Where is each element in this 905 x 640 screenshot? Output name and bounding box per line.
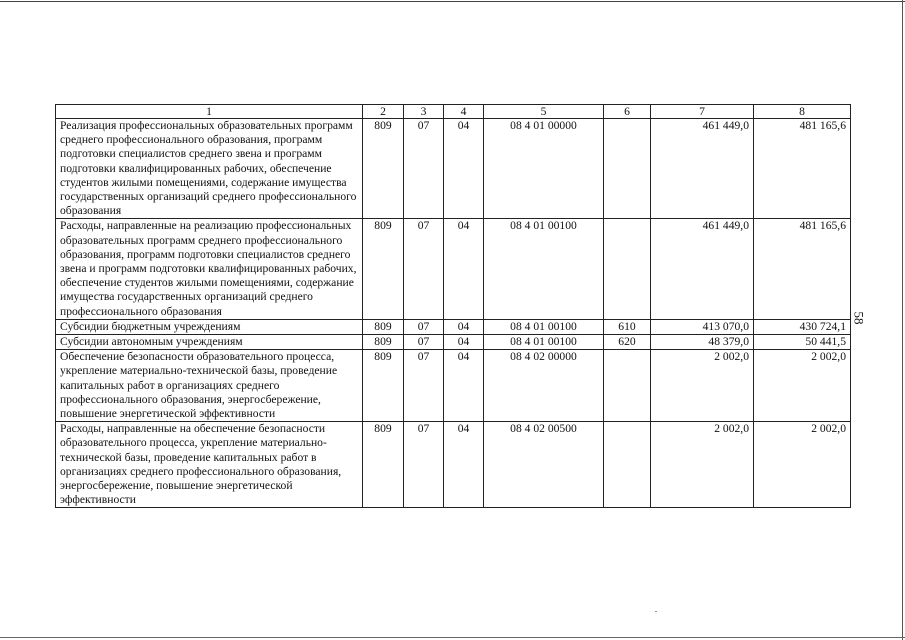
row-amount-2: 481 165,6 — [754, 119, 851, 219]
column-header-2: 2 — [363, 105, 404, 119]
row-name: Реализация профессиональных образовательных программ среднего профессионального образования, программ подготовки специалистов среднего звена и программ подготовки квалифицированных рабочих, обеспечение студентов жилыми помещениями, содержание имущества государственных организаций среднего профессионального образования — [56, 119, 363, 219]
column-header-8: 8 — [754, 105, 851, 119]
budget-table — [55, 104, 851, 508]
column-header-5: 5 — [484, 105, 604, 119]
row-name: Субсидии автономным учреждениям — [56, 335, 363, 350]
row-ministry: 809 — [363, 422, 404, 508]
row-amount-1: 48 379,0 — [651, 335, 754, 350]
row-amount-1: 413 070,0 — [651, 319, 754, 334]
row-amount-2: 2 002,0 — [754, 350, 851, 422]
scan-border-top — [0, 1, 905, 2]
row-subsection: 04 — [444, 219, 484, 319]
row-section: 07 — [404, 422, 444, 508]
row-amount-2: 481 165,6 — [754, 219, 851, 319]
table-row — [56, 350, 851, 422]
page-number: 58 — [851, 311, 867, 325]
row-subsection: 04 — [444, 119, 484, 219]
row-amount-1: 461 449,0 — [651, 119, 754, 219]
row-section: 07 — [404, 319, 444, 334]
row-amount-1: 2 002,0 — [651, 350, 754, 422]
row-expense-type: 610 — [604, 319, 651, 334]
row-section: 07 — [404, 219, 444, 319]
row-target-article: 08 4 02 00000 — [484, 350, 604, 422]
row-expense-type — [604, 119, 651, 219]
table-row — [56, 335, 851, 350]
row-ministry: 809 — [363, 350, 404, 422]
row-name: Субсидии бюджетным учреждениям — [56, 319, 363, 334]
row-expense-type: 620 — [604, 335, 651, 350]
row-amount-2: 430 724,1 — [754, 319, 851, 334]
row-amount-2: 50 441,5 — [754, 335, 851, 350]
row-amount-2: 2 002,0 — [754, 422, 851, 508]
row-name: Расходы, направленные на реализацию профессиональных образовательных программ среднего профессионального образования, программ подготовки специалистов среднего звена и программ подготовки квалифицированных рабочих, обеспечение студентов жилыми помещениями, содержание имущества государственных организаций среднего профессионального образования — [56, 219, 363, 319]
column-header-6: 6 — [604, 105, 651, 119]
table-row — [56, 119, 851, 219]
row-target-article: 08 4 01 00100 — [484, 335, 604, 350]
row-subsection: 04 — [444, 335, 484, 350]
column-header-3: 3 — [404, 105, 444, 119]
row-target-article: 08 4 02 00500 — [484, 422, 604, 508]
table-row — [56, 422, 851, 508]
row-ministry: 809 — [363, 335, 404, 350]
row-subsection: 04 — [444, 319, 484, 334]
table-row — [56, 219, 851, 319]
row-amount-1: 2 002,0 — [651, 422, 754, 508]
column-header-7: 7 — [651, 105, 754, 119]
row-target-article: 08 4 01 00100 — [484, 319, 604, 334]
row-ministry: 809 — [363, 119, 404, 219]
row-ministry: 809 — [363, 219, 404, 319]
row-ministry: 809 — [363, 319, 404, 334]
row-expense-type — [604, 219, 651, 319]
row-target-article: 08 4 01 00000 — [484, 119, 604, 219]
table-row — [56, 319, 851, 334]
row-name: Обеспечение безопасности образовательного процесса, укрепление материально-технической базы, проведение капитальных работ в организациях среднего профессионального образования, энергосбережение, повышение энергетической эффективности — [56, 350, 363, 422]
row-section: 07 — [404, 119, 444, 219]
scan-speck — [655, 611, 657, 612]
row-expense-type — [604, 350, 651, 422]
row-target-article: 08 4 01 00100 — [484, 219, 604, 319]
row-expense-type — [604, 422, 651, 508]
row-section: 07 — [404, 335, 444, 350]
header-row — [56, 105, 851, 119]
scan-border-bottom — [0, 637, 905, 638]
row-subsection: 04 — [444, 350, 484, 422]
row-amount-1: 461 449,0 — [651, 219, 754, 319]
row-subsection: 04 — [444, 422, 484, 508]
column-header-4: 4 — [444, 105, 484, 119]
row-section: 07 — [404, 350, 444, 422]
row-name: Расходы, направленные на обеспечение безопасности образовательного процесса, укрепление материально-технической базы, проведение капитальных работ в организациях среднего профессионального образования, энергосбережение, повышение энергетической эффективности — [56, 422, 363, 508]
scan-border-right — [902, 0, 903, 640]
column-header-1: 1 — [56, 105, 363, 119]
